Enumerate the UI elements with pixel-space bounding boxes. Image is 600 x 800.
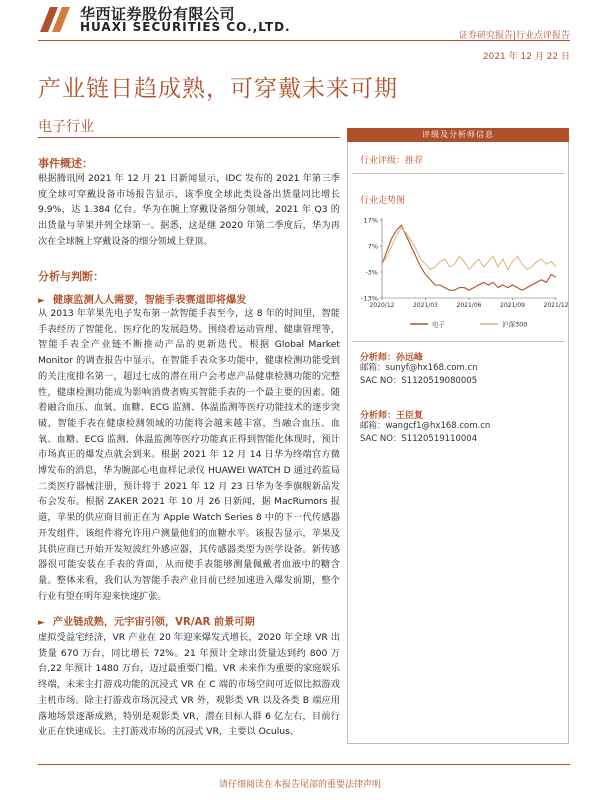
legal-disclaimer: 请仔细阅读在本报告尾部的重要法律声明 [218, 780, 381, 790]
trend-divider [352, 341, 564, 342]
sac-number: S1120519110004 [401, 434, 478, 444]
y-tick-label: -3% [365, 268, 378, 277]
sac-label: SAC NO： [360, 376, 402, 386]
report-date: 2021 年 12 月 22 日 [482, 52, 570, 62]
email-label: 邮箱： [360, 363, 386, 373]
chart-series-group [382, 225, 556, 290]
series-line-electronics [382, 225, 556, 290]
trend-chart-title: 行业走势图 [360, 196, 406, 206]
x-tick-label: 2021/03 [413, 302, 438, 309]
series-line-hs300 [382, 228, 556, 270]
email-link[interactable]: sunyf@hx168.com.cn [385, 363, 478, 373]
company-name-en: HUAXI SECURITIES CO.,LTD. [80, 20, 291, 34]
x-tick-label: 2021/12 [543, 302, 569, 309]
bullet-arrow-icon: ► [38, 296, 45, 306]
legend-label-electronics: 电子 [432, 320, 445, 329]
report-type: 证券研究报告|行业点评报告 [458, 31, 570, 41]
chart-grid [380, 218, 556, 300]
x-tick-label: 2020/12 [369, 302, 395, 309]
rating-divider [352, 173, 564, 174]
company-logo-icon [38, 4, 74, 34]
analyst-name: 孙远峰 [396, 353, 424, 363]
bullet-heading-text: 健康监测人人需要，智能手表赛道即将爆发 [52, 295, 247, 306]
y-tick-label: 17% [363, 216, 378, 225]
bullet-arrow-icon: ► [38, 618, 45, 628]
analyst-1-sac [360, 375, 477, 388]
y-tick-label: -13% [361, 294, 378, 303]
industry-name: 电子行业 [38, 119, 94, 135]
x-tick-label: 2021/06 [456, 302, 482, 309]
company-name-cn: 华西证券股份有限公司 [80, 5, 236, 23]
smartwatch-paragraph: 从 2013 年苹果先电子发布第一款智能手表至今，这 8 年的时间里，智能手表经历了智能化、医疗化的发展趋势。围绕着运动管理、健康管理等，智能手表全产业链不断推动产品的更新迭代。根据 Global Market Monitor 的调查报告中显示，在智能手表众多功能中，健康检测功能受到的关注度排名第一，超过七成的潜在用户会考虑产品健康检测功能的完整性，健康检测功能成为影响消费者购买智能手表的一个最主要的因素。随着融合血压、血氧、血糖、ECG 监测、体温监测等医疗功能技术的逐步突破，智能手表在健康检测领域的功能将会越来越丰富，当融合血压、血氧、血糖、ECG 监测、体温监测等医疗功能真正得到智能化体现时，预计市场真正的爆发点就会到来。根据 2021 年 12 月 14 日华为终端官方微博发布的消息，华为腕部心电血样记录仪 HUAWEI WATCH D 通过药监局二类医疗器械注册，预计将于 2021 年 12 月 23 日华为冬季旗舰新品发布会发布。根据 ZAKER 2021 年 10 月 26 日新闻，据 MacRumors 报道，苹果的供应商目前正在为 Apple Watch Series 8 中的下一代传感器开发组件，该组件将允许用户测量他们的血糖水平。该报告显示，苹果及其供应商已开始开发短波红外感应器，其传感器类型为医学设备。新传感器很可能安装在手表的背面，从而使手表能够测量佩戴者血液中的糖含量。整体来看，我们认为智能手表产业目前已经加速进入爆发前期，整个行业有望在明年迎来快速扩张。 [38, 308, 340, 602]
analyst-1-email [360, 362, 478, 375]
report-title: 产业链日趋成熟，可穿戴未来可期 [38, 76, 398, 102]
industry-trend-chart [352, 212, 569, 340]
bullet-heading-text: 产业链成熟，元宇宙引领，VR/AR 前景可期 [52, 617, 255, 628]
analyst-2-sac [360, 433, 477, 446]
header-divider [38, 40, 570, 41]
bullet-heading-vr-ar [38, 613, 255, 628]
sac-label: SAC NO： [360, 434, 402, 444]
legend-label-hs300: 沪深300 [502, 320, 528, 329]
analyst-label: 分析师： [360, 353, 397, 363]
rating-value: 推荐 [405, 156, 424, 166]
sac-number: S1120519080005 [401, 376, 478, 386]
analyst-name: 王臣复 [396, 411, 424, 421]
analyst-label: 分析师： [360, 411, 397, 421]
x-tick-label: 2021/09 [500, 302, 525, 309]
email-label: 邮箱： [360, 421, 386, 431]
summary-text: 根据腾讯网 2021 年 12 月 21 日新闻显示，IDC 发布的 2021 年第三季度全球可穿戴设备市场报告显示，该季度全球此类设备出货量同比增长 9.9%，达 1.384 亿台。华为在腕上穿戴设备细分领域，2021 年 Q3 的出货量与苹果并列全球第一。据悉，这是继 2020 年第二季度后，华为再次在全球腕上穿戴设备的细分领域上登顶。 [38, 173, 340, 247]
vr-ar-paragraph: 虚拟受益宅经济，VR 产业在 20 年迎来爆发式增长，2020 年全球 VR 出货量 670 万台，同比增长 72%。21 年预计全球出货量达到约 800 万台,22 年预计 1480 万台，迈过最重要门槛。VR 未来作为重要的家庭娱乐终端，未来主打游戏功能的沉浸式 VR 在 C 端的市场空间可近似比拟游戏主机市场。除主打游戏市场沉浸式 VR 外，观影类 VR 以及各类 B 端应用落地场景逐渐成熟，特别是观影类 VR，潜在目标人群 6 亿左右，目前行业正在快速成长。主打游戏市场的沉浸式 VR，主要以 Oculus、 [38, 632, 340, 738]
analysis-heading: 分析与判断： [38, 270, 104, 283]
summary-heading: 事件概述： [38, 157, 93, 170]
y-tick-label: 7% [367, 242, 378, 251]
industry-rating [360, 153, 423, 166]
rating-label: 行业评级： [360, 156, 406, 166]
sidebar-title: 评级及分析师信息 [347, 128, 569, 142]
email-link[interactable]: wangcf1@hx168.com.cn [385, 421, 491, 431]
bullet-heading-smartwatch [38, 291, 246, 306]
footer-divider [38, 764, 570, 765]
industry-divider [38, 137, 340, 138]
chart-legend [410, 320, 527, 329]
analyst-2-email [360, 420, 490, 433]
